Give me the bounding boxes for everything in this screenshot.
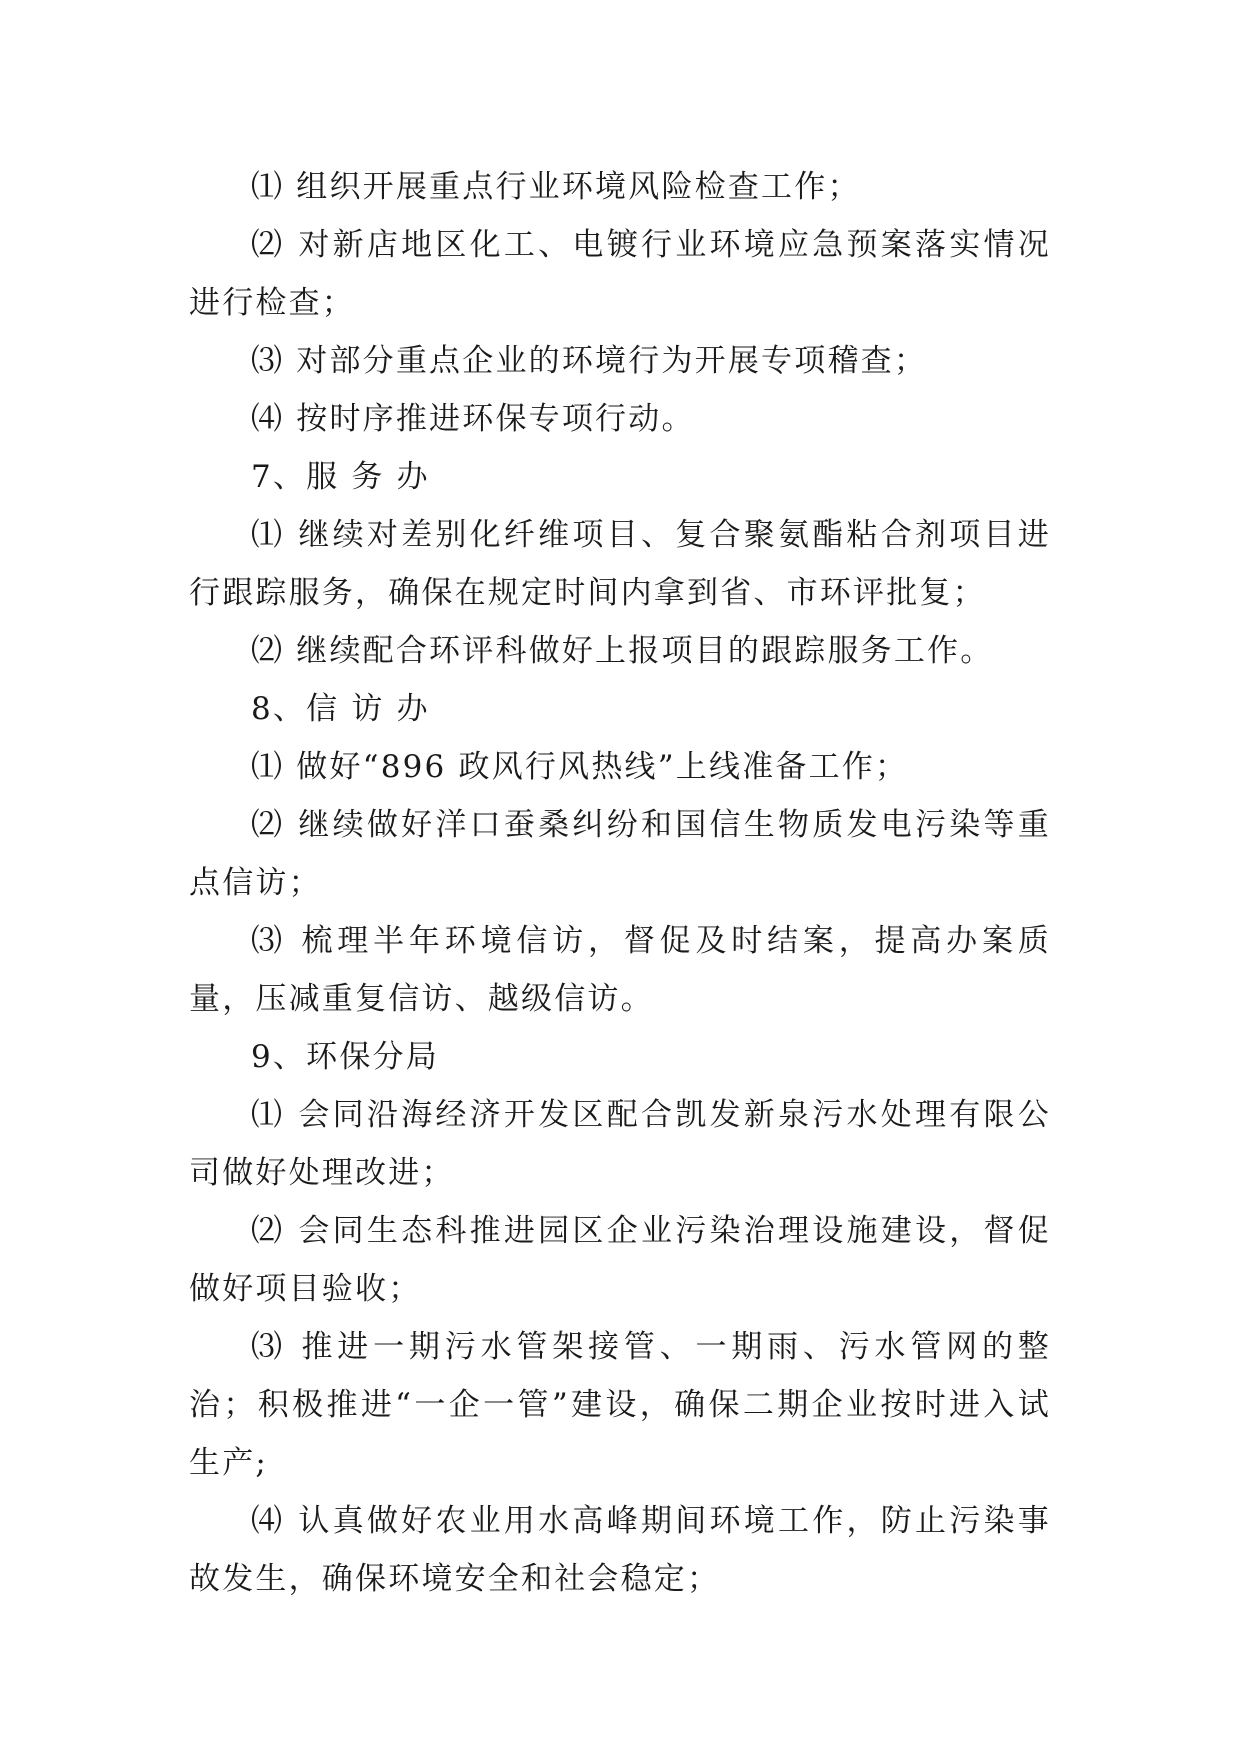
list-item: ⑶ 对部分重点企业的环境行为开展专项稽查； — [251, 343, 928, 379]
list-item: ⑶ 梳理半年环境信访，督促及时结案，提高办案质量，压减重复信访、越级信访。 — [189, 923, 1051, 1017]
document-body — [189, 158, 1051, 1608]
section-heading: 8、信 访 办 — [251, 691, 430, 727]
list-item: ⑵ 对新店地区化工、电镀行业环境应急预案落实情况进行检查； — [189, 227, 1051, 321]
list-item: ⑴ 会同沿海经济开发区配合凯发新泉污水处理有限公司做好处理改进； — [189, 1097, 1051, 1191]
section-heading: 9、环保分局 — [251, 1039, 439, 1075]
list-item: ⑵ 继续配合环评科做好上报项目的跟踪服务工作。 — [251, 633, 994, 669]
list-item: ⑷ 认真做好农业用水高峰期间环境工作，防止污染事故发生，确保环境安全和社会稳定； — [189, 1503, 1051, 1597]
list-item: ⑷ 按时序推进环保专项行动。 — [251, 401, 695, 437]
section-heading: 7、服 务 办 — [251, 459, 430, 495]
list-item: ⑵ 会同生态科推进园区企业污染治理设施建设，督促做好项目验收； — [189, 1213, 1051, 1307]
list-item: ⑴ 继续对差别化纤维项目、复合聚氨酯粘合剂项目进行跟踪服务，确保在规定时间内拿到省、市环评批复； — [189, 517, 1051, 611]
list-item: ⑴ 做好“896 政风行风热线”上线准备工作； — [251, 749, 909, 785]
list-item: ⑴ 组织开展重点行业环境风险检查工作； — [251, 169, 861, 205]
list-item: ⑶ 推进一期污水管架接管、一期雨、污水管网的整治；积极推进“一企一管”建设，确保二期企业按时进入试生产; — [189, 1329, 1051, 1481]
list-item: ⑵ 继续做好洋口蚕桑纠纷和国信生物质发电污染等重点信访； — [189, 807, 1051, 901]
